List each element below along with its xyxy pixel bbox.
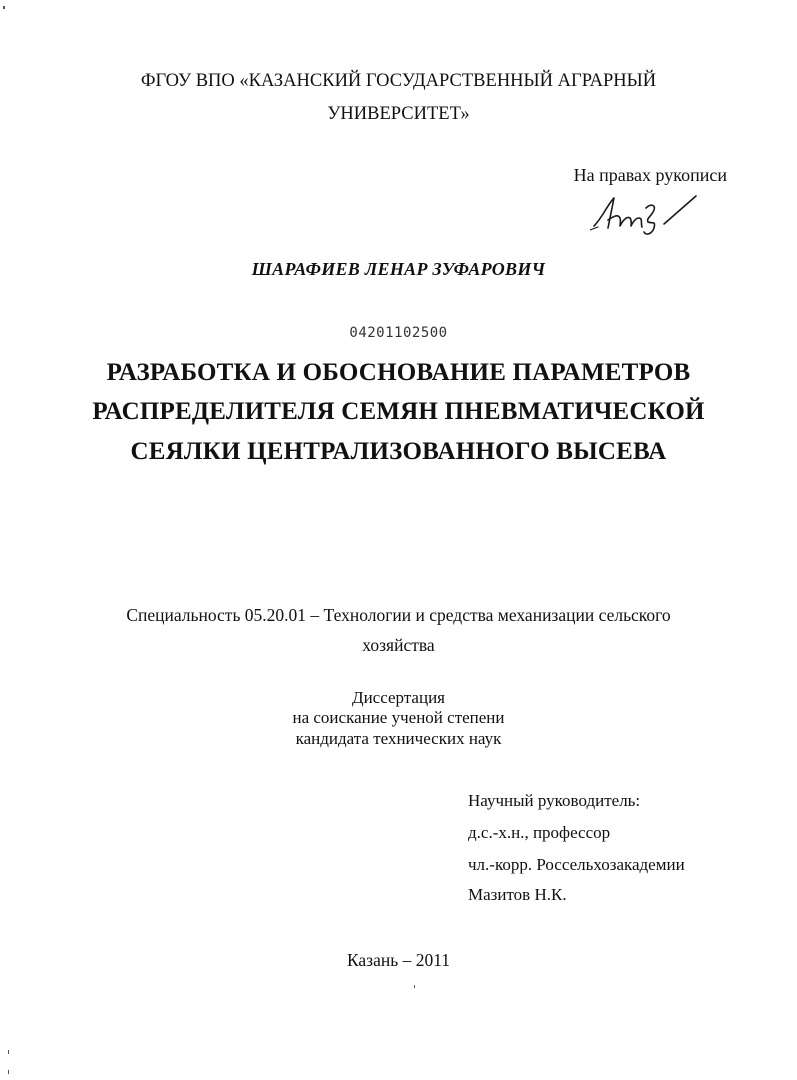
- specialty-line-1: Специальность 05.20.01 – Технологии и средства механизации сельского: [126, 605, 671, 625]
- scan-speck: [3, 6, 5, 9]
- dissertation-degree-line: на соискание ученой степени: [292, 708, 505, 727]
- specialty-line-2: хозяйства: [362, 635, 435, 655]
- organization-line-2: УНИВЕРСИТЕТ»: [327, 104, 470, 124]
- author-name: ШАРАФИЕВ ЛЕНАР ЗУФАРОВИЧ: [251, 259, 546, 279]
- thesis-title-line-1: РАЗРАБОТКА И ОБОСНОВАНИЕ ПАРАМЕТРОВ: [106, 359, 691, 386]
- dissertation-field-line: кандидата технических наук: [295, 729, 502, 748]
- handwritten-signature: [590, 190, 700, 238]
- scan-speck: [8, 1070, 9, 1074]
- supervisor-degree: д.с.-х.н., профессор: [468, 823, 611, 842]
- manuscript-rights-label: На правах рукописи: [573, 165, 727, 185]
- scan-speck: [8, 1050, 9, 1054]
- thesis-title-line-2: РАСПРЕДЕЛИТЕЛЯ СЕМЯН ПНЕВМАТИЧЕСКОЙ: [92, 398, 705, 425]
- supervisor-name: Мазитов Н.К.: [468, 885, 567, 904]
- scan-speck: [414, 985, 415, 988]
- dissertation-label: Диссертация: [351, 688, 445, 707]
- registration-number: 04201102500: [349, 325, 448, 341]
- organization-line-1: ФГОУ ВПО «КАЗАНСКИЙ ГОСУДАРСТВЕННЫЙ АГРАРНЫЙ: [140, 71, 657, 91]
- thesis-title-line-3: СЕЯЛКИ ЦЕНТРАЛИЗОВАННОГО ВЫСЕВА: [130, 438, 667, 465]
- supervisor-label: Научный руководитель:: [468, 791, 641, 810]
- city-year: Казань – 2011: [346, 950, 451, 970]
- supervisor-title: чл.-корр. Россельхозакадемии: [468, 855, 685, 874]
